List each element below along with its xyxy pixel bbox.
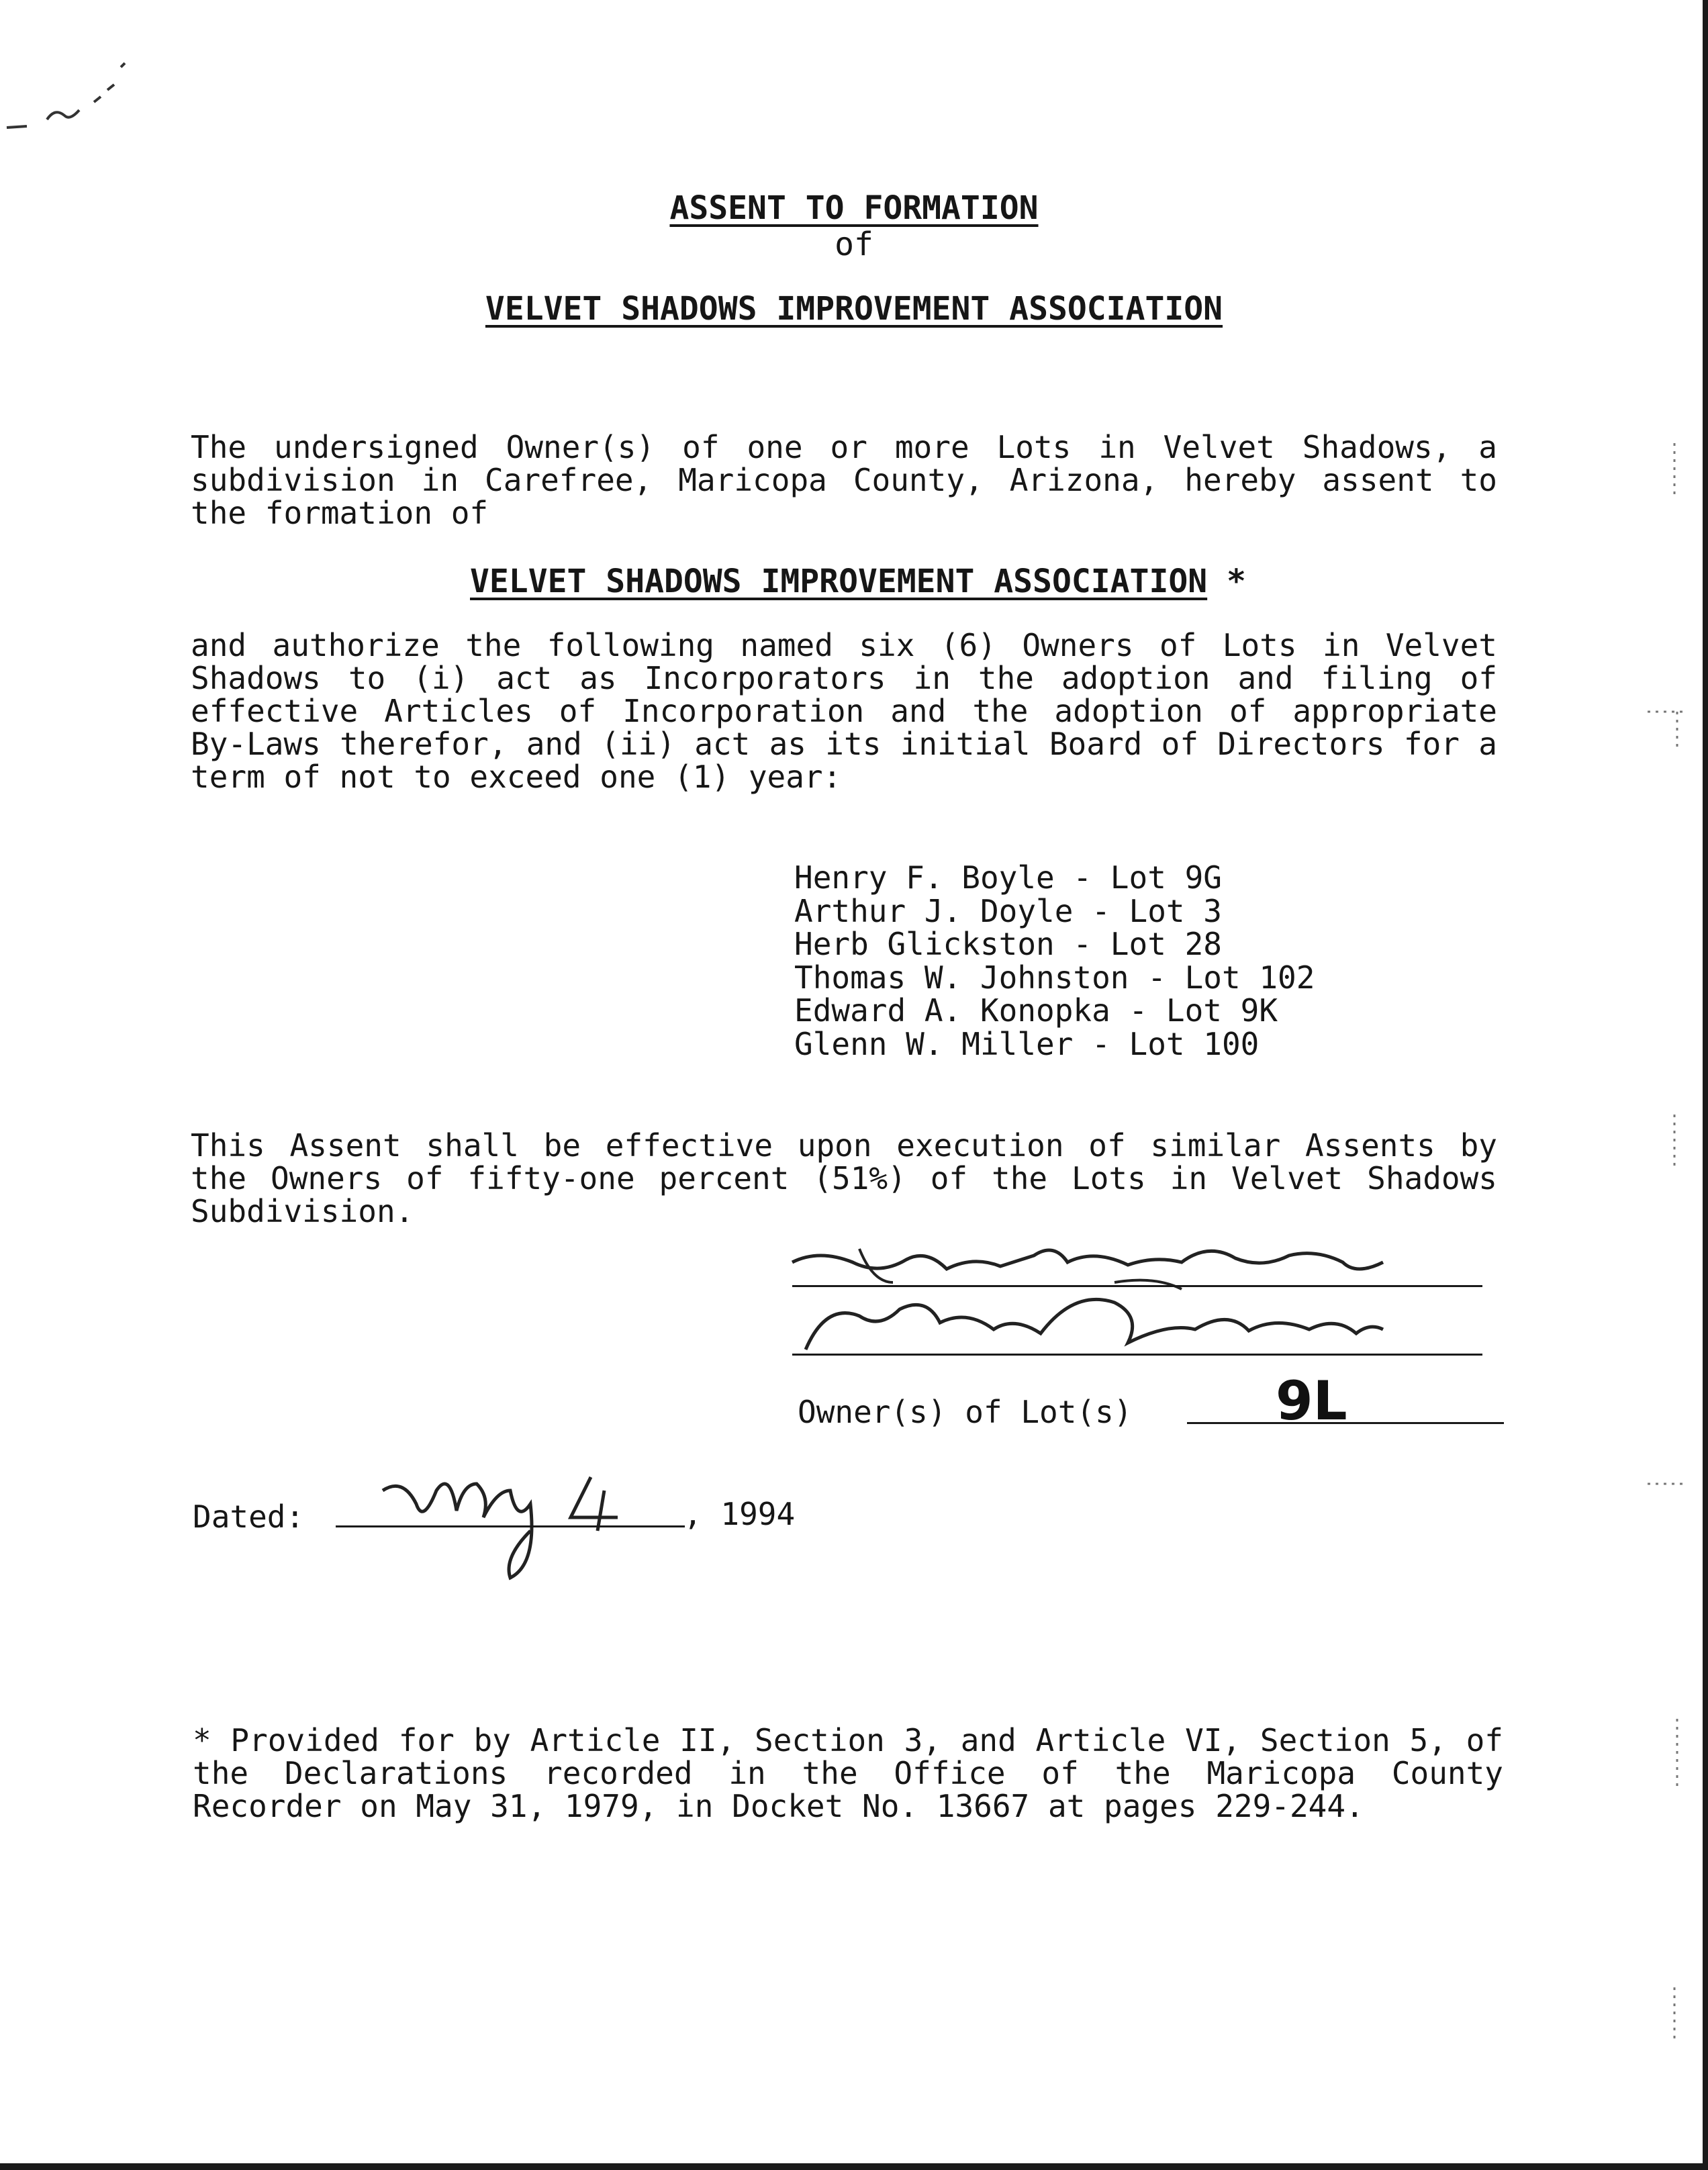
effective-paragraph: This Assent shall be effective upon execution of similar Assents by the Owners of fifty-one percent (51%) of the Lots in Velvet Shadows Subdivision. xyxy=(191,1127,1497,1229)
signature-line-1 xyxy=(792,1285,1482,1287)
incorporator-item: Arthur J. Doyle - Lot 3 xyxy=(794,892,1222,929)
owner-lot-value: 9L xyxy=(1276,1370,1347,1432)
title-of: of xyxy=(835,226,873,263)
association-heading: VELVET SHADOWS IMPROVEMENT ASSOCIATION xyxy=(485,290,1223,328)
signature-line-2 xyxy=(792,1354,1482,1356)
incorporators-list xyxy=(794,861,1315,1062)
footnote: * Provided for by Article II, Section 3, and Article VI, Section 5, of the Declarations recorded in the Office of the Maricopa County Recorder on May 31, 1979, in Docket No. 13667 at pages 229-244. xyxy=(193,1722,1503,1824)
corner-marks xyxy=(0,40,161,148)
incorporator-item: Glenn W. Miller - Lot 100 xyxy=(794,1025,1260,1062)
assent-paragraph: The undersigned Owner(s) of one or more Lots in Velvet Shadows, a subdivision in Carefree, Maricopa County, Arizona, hereby assent to the formation of xyxy=(191,429,1497,531)
margin-scan-marks xyxy=(1607,443,1688,2055)
incorporator-item: Thomas W. Johnston - Lot 102 xyxy=(794,959,1315,996)
incorporator-item: Edward A. Konopka - Lot 9K xyxy=(794,992,1278,1029)
incorporator-item: Henry F. Boyle - Lot 9G xyxy=(794,859,1222,896)
scan-edge-bottom xyxy=(0,2163,1708,2170)
owner-signatures xyxy=(779,1215,1490,1363)
dated-label: Dated: xyxy=(193,1499,305,1535)
document-title: ASSENT TO FORMATION xyxy=(669,189,1039,227)
lot-line xyxy=(1187,1422,1504,1424)
owner-lot-label: Owner(s) of Lot(s) xyxy=(798,1394,1133,1430)
date-year: , 1994 xyxy=(683,1496,796,1532)
incorporator-item: Herb Glickston - Lot 28 xyxy=(794,926,1222,963)
date-line xyxy=(336,1525,685,1527)
association-name-repeat: VELVET SHADOWS IMPROVEMENT ASSOCIATION * xyxy=(470,563,1246,600)
date-handwriting xyxy=(376,1464,685,1585)
authorization-paragraph: and authorize the following named six (6) Owners of Lots in Velvet Shadows to (i) act as Incorporators in the adoption and filing of effective Articles of Incorporation and the adoption of appropriate By-Laws therefor, and (ii) act as its initial Board of Directors for a term of not to exceed one (1) year: xyxy=(191,627,1497,795)
